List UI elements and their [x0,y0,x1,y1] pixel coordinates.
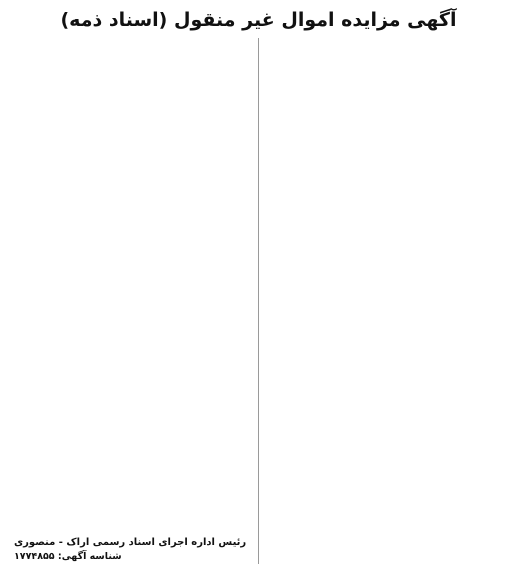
right-column [259,38,509,564]
signatory: رئیس اداره اجرای اسناد رسمی اراک - منصوری [14,537,247,548]
left-column [8,38,259,564]
body-columns [8,38,509,564]
page-title: آگهی مزایده اموال غیر منقول (اسناد ذمه) [60,9,457,31]
notice-id: شناسه آگهی: ۱۷۷۴۸۵۵ [14,551,122,562]
signature-block [14,536,252,564]
